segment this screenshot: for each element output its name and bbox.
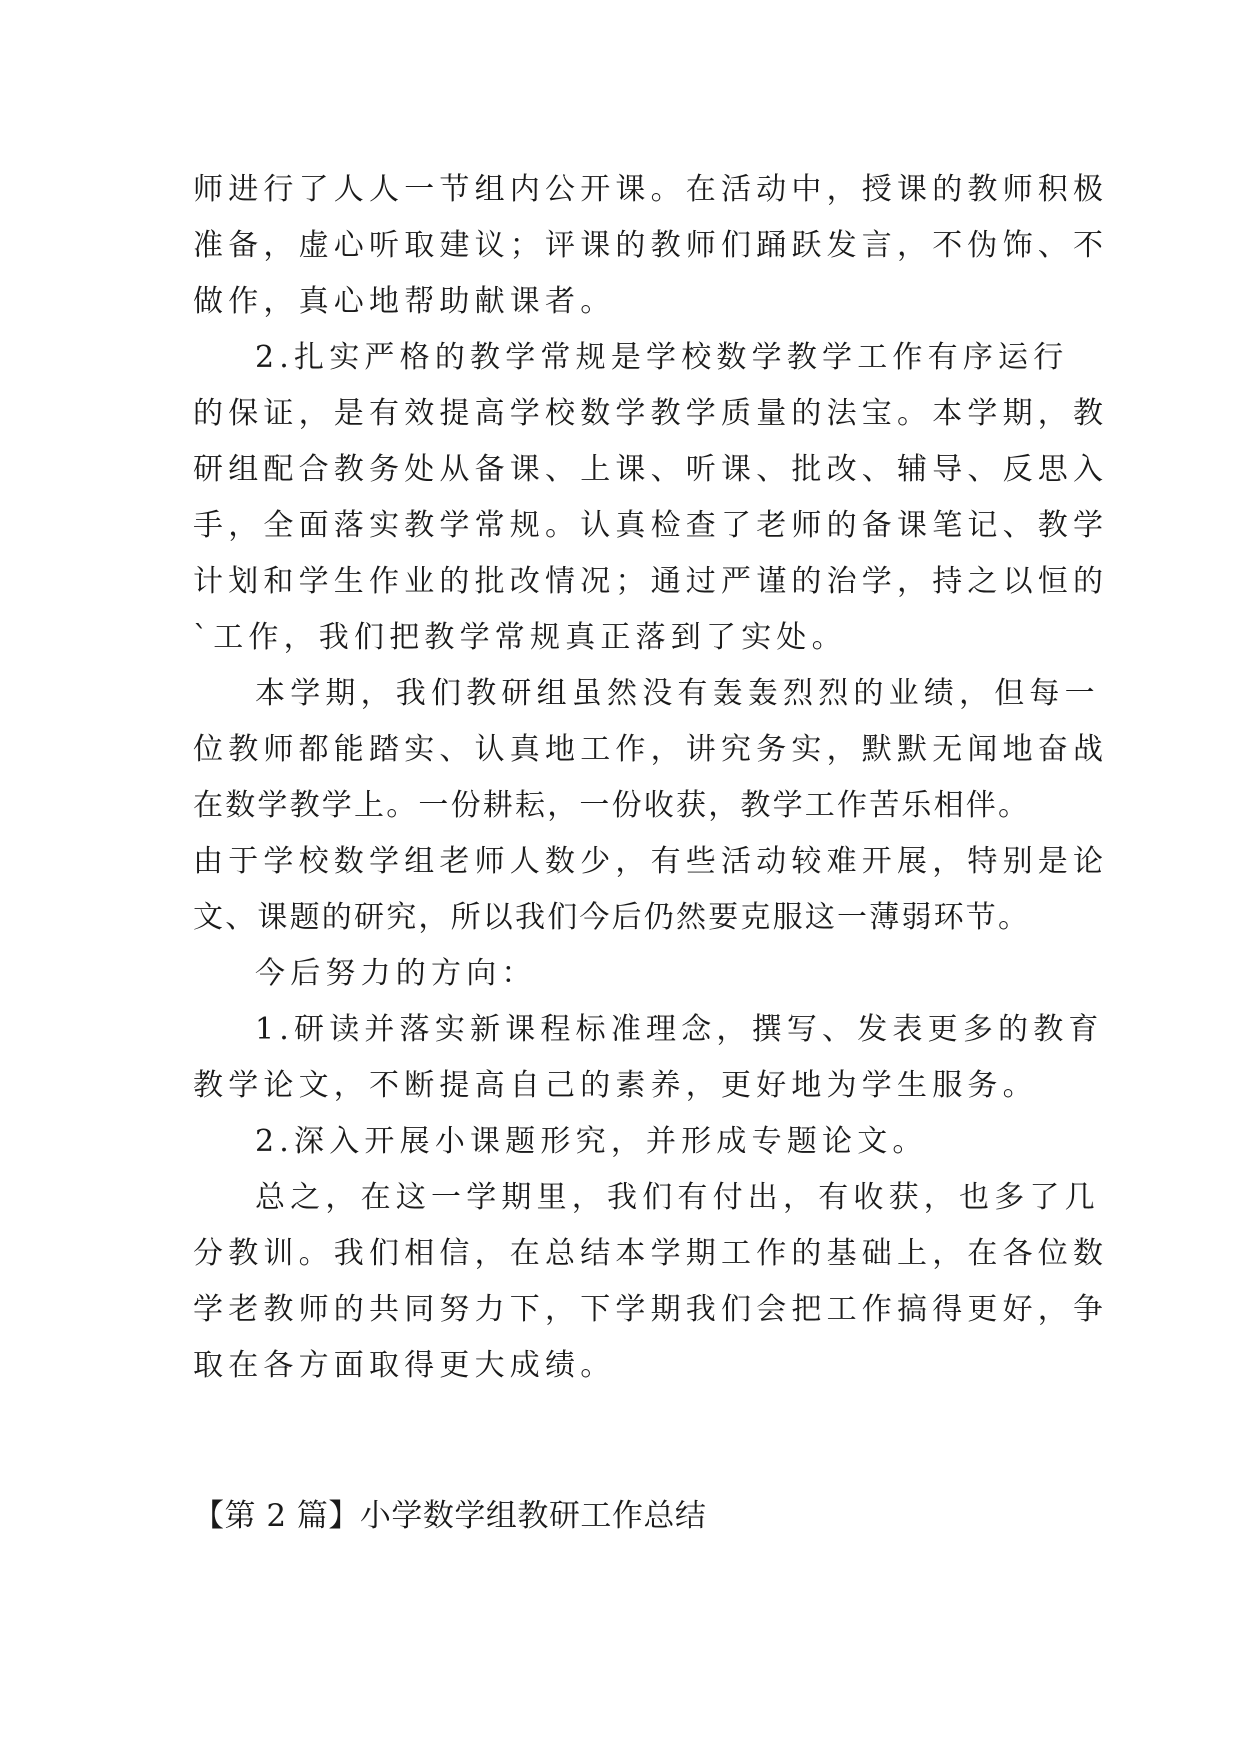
text-line: 师进行了人人一节组内公开课。在活动中，授课的教师积极 (193, 172, 1109, 207)
text-line: 分教训。我们相信，在总结本学期工作的基础上，在各位数 (193, 1236, 1109, 1271)
text-line: 本学期，我们教研组虽然没有轰轰烈烈的业绩，但每一 (255, 676, 1100, 711)
text-line: `工作，我们把教学常规真正落到了实处。 (193, 620, 847, 655)
text-line: 取在各方面取得更大成绩。 (193, 1348, 616, 1383)
text-line: 位教师都能踏实、认真地工作，讲究务实，默默无闻地奋战 (193, 732, 1109, 767)
text-line: 的保证，是有效提高学校数学教学质量的法宝。本学期，教 (193, 396, 1109, 431)
text-line: 由于学校数学组老师人数少，有些活动较难开展，特别是论 (193, 844, 1109, 879)
section-heading: 【第 2 篇】小学数学组教研工作总结 (193, 1498, 707, 1534)
text-line: 文、课题的研究，所以我们今后仍然要克服这一薄弱环节。 (193, 900, 1031, 935)
text-line: 2.深入开展小课题形究，并形成专题论文。 (255, 1124, 928, 1159)
document-body (193, 162, 1109, 1394)
text-line: 准备，虚心听取建议；评课的教师们踊跃发言，不伪饰、不 (193, 228, 1109, 263)
text-line: 手，全面落实教学常规。认真检查了老师的备课笔记、教学 (193, 508, 1109, 543)
text-line: 总之，在这一学期里，我们有付出，有收获，也多了几 (255, 1180, 1100, 1215)
text-line: 在数学教学上。一份耕耘，一份收获，教学工作苦乐相伴。 (193, 788, 1031, 823)
text-line: 做作，真心地帮助献课者。 (193, 284, 616, 319)
text-line: 今后努力的方向： (255, 956, 537, 991)
text-line: 2.扎实严格的教学常规是学校数学教学工作有序运行 (255, 340, 1069, 375)
text-line: 学老教师的共同努力下，下学期我们会把工作搞得更好，争 (193, 1292, 1109, 1327)
text-line: 1.研读并落实新课程标准理念，撰写、发表更多的教育 (255, 1012, 1104, 1047)
text-line: 教学论文，不断提高自己的素养，更好地为学生服务。 (193, 1068, 1038, 1103)
text-line: 计划和学生作业的批改情况；通过严谨的治学，持之以恒的 (193, 564, 1109, 599)
text-line: 研组配合教务处从备课、上课、听课、批改、辅导、反思入 (193, 452, 1109, 487)
